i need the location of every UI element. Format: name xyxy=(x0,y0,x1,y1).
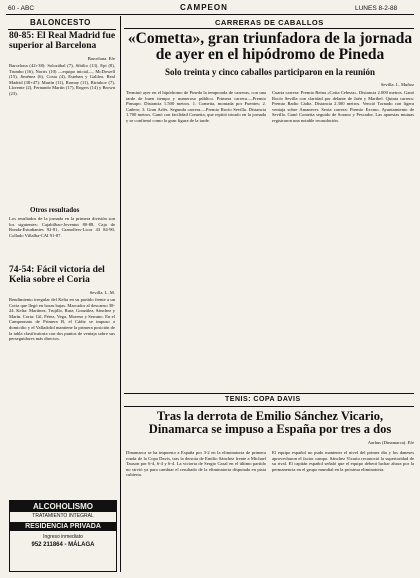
tennis-body-col-1: Dinamarca se ha impuesto a España por 3-2 en la eliminatoria de primera ronda de la Copa Davis, tras la derrota de Emilio Sánchez frente a Michael Tauson por 6-4, 6-4 y 6-4. La victoria de Sergio Casal en el último partido no sirvió ya para cambiar el resultado de la eliminatoria disputada en pista cubierta. xyxy=(126,450,266,478)
article-headline-basket-1: 80-85: El Real Madrid fue superior al Barcelona xyxy=(9,31,116,51)
tennis-byline: Aarhus (Dinamarca). Efe xyxy=(367,440,414,445)
article-body-basket-2: Rendimiento irregular del Kelia en su partido frente a un Coria que llegó en horas bajas. Marcador al descanso 38-24. Kelia: Martínez, Trujillo, Ruiz, González, Sánchez y Marín. Coria: Gil, Pérez, Vega, Moreno y Serrano. En el Campeonato de Primera B, el Cádiz se impuso a domicilio y el Valladolid mantiene la primera posición de la tabla clasificatoria con dos puntos de ventaja sobre sus perseguidores más directos. xyxy=(9,297,115,342)
tennis-section-title: TENIS: COPA DAVIS xyxy=(225,396,301,403)
main-subheadline: Solo treinta y cinco caballos participaron en la reunión xyxy=(164,67,375,77)
advertisement-box xyxy=(9,500,117,572)
main-byline: Sevilla. L. Muñoz xyxy=(380,82,414,87)
ad-line-2: 952 211864 - MÁLAGA xyxy=(31,542,95,548)
left-rule xyxy=(8,29,116,30)
ad-subtitle: TRATAMIENTO INTEGRAL xyxy=(32,513,94,519)
page-number: 60 - ABC xyxy=(8,5,35,12)
main-body-col-1: Terminó ayer en el hipódromo de Pineda la temporada de carreras, con una tarde de buen tiempo y numeroso público. Primera carrera.—Premio Pinsapo. Distancia 1.500 metros. 1. Cometta, montada por Fuentes; 2. Cañero; 3. Gran Arlés. Segunda carrera.—Premio Rocío Sevilla. Distancia 1.700 metros. Ganó con facilidad Cometta, que repitió triunfo en la jornada y se confirmó como la gran figura de la tarde. xyxy=(126,90,266,123)
ad-title-2: RESIDENCIA PRIVADA xyxy=(10,522,116,531)
list-heading: Otros resultados xyxy=(30,206,80,214)
main-body-col-2: Cuarta carrera: Premio Reina «Cotta Cebeza». Distancia 2.000 metros. Ganó Rocío Sevilla con claridad por delante de Jaén y Maribel. Quinta carrera: Premio Radio Cádiz. Distancia 2.300 metros. Venció Tornado con ligera ventaja sobre Amanecer. Sexta carrera: Premio Excmo. Ayuntamiento de Sevilla. Ganó Cometta seguido de Sorano y Pescador. Las apuestas mutuas registraron una notable recaudación. xyxy=(272,90,414,123)
ad-line-1: Ingreso inmediato xyxy=(43,534,83,540)
main-rule xyxy=(124,28,414,29)
ad-title: ALCOHOLISMO xyxy=(10,501,116,512)
article-headline-basket-2: 74-54: Fácil victoria del Kelia sobre el Coria xyxy=(9,265,105,285)
article-body-basket-1: Barcelona (42+38): Solozábal (7), Sibilio (13), Epi (8), Trumbo (16), Norris (10) —equipo inicial—, McDowell (15), Jiménez (6), Costa (4), Esteban y Galilea. Real Madrid (38+47): Martín (11), Romay (11), Biriukov (7), Llorente (2), Fernando Martín (17), Rogers (14) y Brown (23). xyxy=(9,63,115,96)
tennis-body-col-2: El equipo español no pudo mantener el nivel del primer día y los daneses aprovecharon el factor campo. Sánchez Vicario reconoció la superioridad de su rival. El capitán español señaló que el equipo deberá luchar ahora por la permanencia en el grupo mundial en la próxima eliminatoria. xyxy=(272,450,414,472)
tennis-rule-2 xyxy=(124,406,414,407)
header-rule xyxy=(6,14,414,15)
section-header: CAMPEON xyxy=(180,3,228,12)
tennis-headline: Tras la derrota de Emilio Sánchez Vicario, Dinamarca se impuso a España por tres a dos xyxy=(148,409,392,437)
page-date: LUNES 8-2-88 xyxy=(355,5,398,12)
article-dateline-1: Barcelona. Efe xyxy=(87,56,115,61)
article-dateline-2: Sevilla. L. M. xyxy=(89,290,115,295)
main-headline: «Cometta», gran triunfadora de la jornada de ayer en el hipódromo de Pineda xyxy=(127,30,413,64)
tennis-rule xyxy=(124,393,414,394)
results-list-body: Los resultados de la jornada en la primera división son los siguientes: Cajabilbao-Joventut 80-88, Caja de Ronda-Estudiantes 92-81, Granollers-Licor 43 84-90, Collado Villalba-CAI 91-87. xyxy=(9,216,115,238)
main-section-title: CARRERAS DE CABALLOS xyxy=(215,18,324,27)
left-section-title: BALONCESTO xyxy=(30,18,91,27)
column-divider xyxy=(120,16,121,572)
